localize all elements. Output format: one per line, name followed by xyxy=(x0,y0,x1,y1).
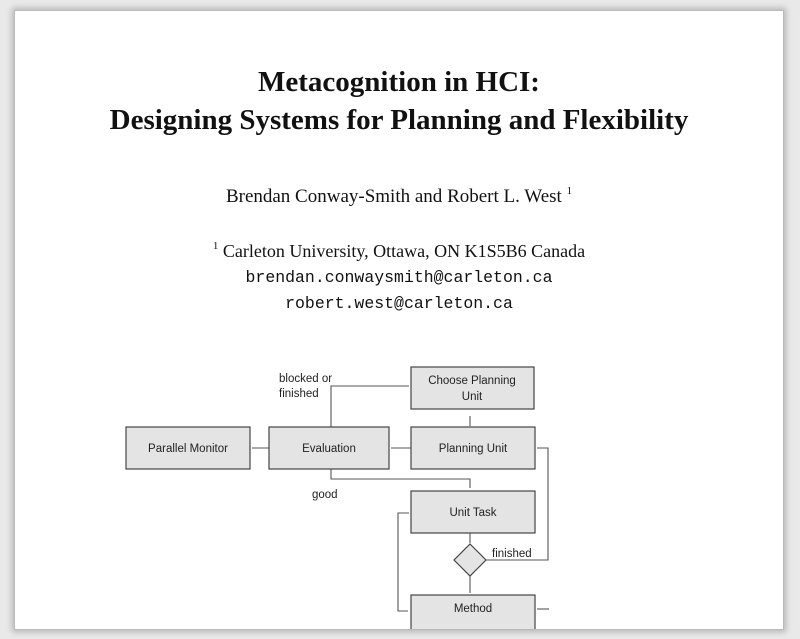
affiliation-text: Carleton University, Ottawa, ON K1S5B6 Canada xyxy=(222,241,586,261)
author-1: Brendan Conway-Smith xyxy=(225,186,411,207)
author-affiliation-mark: 1 xyxy=(566,185,573,197)
node-parallel-monitor xyxy=(126,427,250,469)
node-unit-task-label: Unit Task xyxy=(449,507,497,519)
node-decision xyxy=(454,544,486,576)
edge-label-finished-1: finished xyxy=(279,388,319,400)
title-line-1: Metacognition in HCI: xyxy=(258,66,540,98)
email-2: robert.west@carleton.ca xyxy=(285,294,513,313)
node-choose-planning-unit xyxy=(411,367,534,409)
edge-evaluation-to-unit-task xyxy=(331,468,470,488)
process-diagram xyxy=(15,11,783,629)
edge-label-good: good xyxy=(312,489,338,501)
affiliation-mark: 1 xyxy=(212,240,219,252)
edge-label-finished-2: finished xyxy=(492,548,532,560)
node-method-label: Method xyxy=(453,603,493,615)
edge-return-loop xyxy=(398,513,409,611)
node-method xyxy=(411,595,535,629)
node-evaluation-label: Evaluation xyxy=(302,443,356,455)
edge-label-blocked-or: blocked or xyxy=(279,373,333,385)
node-planning-unit xyxy=(411,427,535,469)
author-2: Robert L. West xyxy=(447,186,562,207)
node-choose-planning-unit-label-1: Choose Planning xyxy=(428,375,516,387)
title-line-2: Designing Systems for Planning and Flexibility xyxy=(109,104,689,136)
node-planning-unit-label: Planning Unit xyxy=(438,443,508,455)
node-unit-task xyxy=(411,491,535,533)
node-choose-planning-unit-label-2: Unit xyxy=(461,391,483,403)
node-parallel-monitor-label: Parallel Monitor xyxy=(148,443,228,455)
author-connector: and xyxy=(414,186,443,207)
paper-page xyxy=(14,10,784,630)
email-1: brendan.conwaysmith@carleton.ca xyxy=(245,268,553,287)
node-evaluation xyxy=(269,427,389,469)
